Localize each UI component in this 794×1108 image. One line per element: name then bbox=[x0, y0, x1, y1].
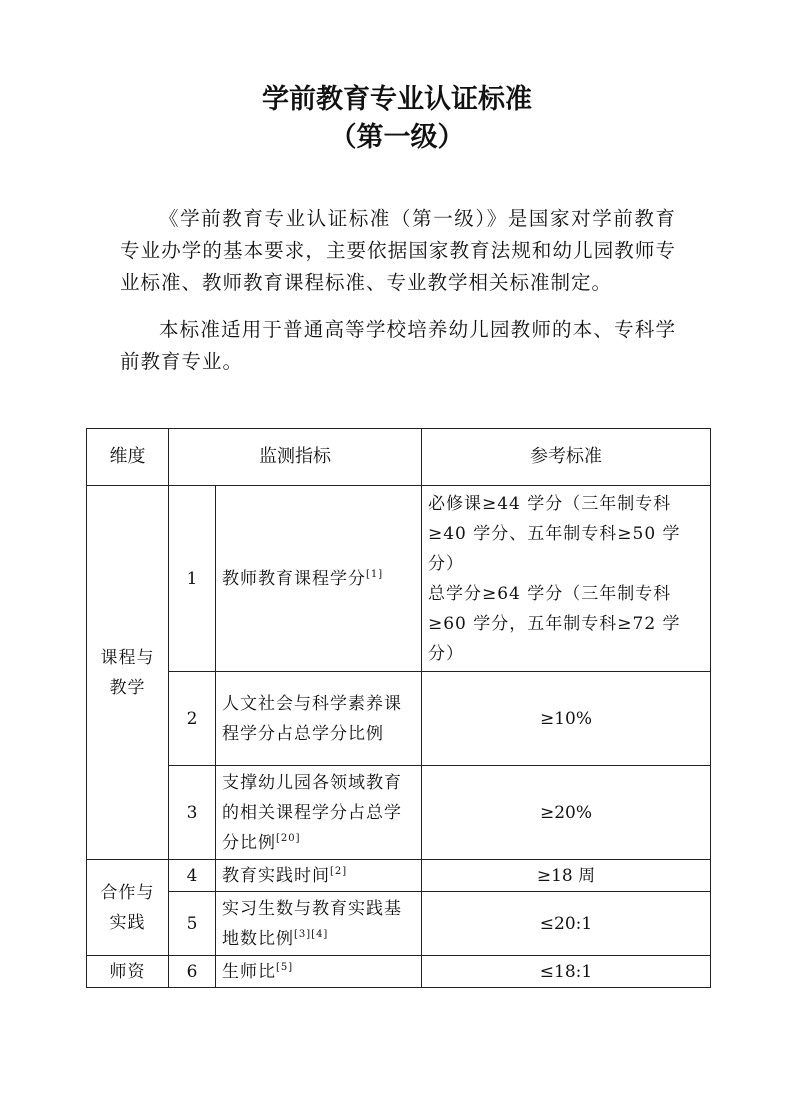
row-number: 3 bbox=[169, 766, 216, 860]
table-row bbox=[87, 956, 711, 988]
footnote-ref: [5] bbox=[276, 961, 294, 973]
indicator-text: 支撑幼儿园各领域教育的相关课程学分占总学分比例 bbox=[222, 772, 402, 853]
header-dimension: 维度 bbox=[87, 429, 169, 486]
row-number: 6 bbox=[169, 956, 216, 988]
footnote-ref: [20] bbox=[276, 832, 301, 844]
indicator-text: 生师比 bbox=[222, 961, 276, 982]
standard-cell: ≤18:1 bbox=[422, 956, 711, 988]
indicator-text: 人文社会与科学素养课程学分占总学分比例 bbox=[222, 693, 402, 744]
indicator-cell bbox=[216, 860, 422, 892]
indicator-cell bbox=[216, 766, 422, 860]
header-indicator: 监测指标 bbox=[169, 429, 422, 486]
standard-line: 必修课≥44 学分（三年制专科≥40 学分、五年制专科≥50 学分） bbox=[428, 493, 681, 574]
standard-line: 总学分≥64 学分（三年制专科≥60 学分，五年制专科≥72 学分） bbox=[428, 583, 681, 664]
standard-cell: ≥10% bbox=[422, 672, 711, 766]
indicator-text: 教育实践时间 bbox=[222, 865, 330, 886]
table-row bbox=[87, 766, 711, 860]
document-title: 学前教育专业认证标准 bbox=[262, 84, 532, 115]
indicator-cell bbox=[216, 956, 422, 988]
standard-cell: ≤20:1 bbox=[422, 892, 711, 956]
indicator-text: 实习生数与教育实践基地数比例 bbox=[222, 898, 402, 949]
document-subtitle: （第一级） bbox=[329, 122, 465, 153]
dimension-cell: 合作与实践 bbox=[87, 860, 169, 956]
standards-table bbox=[86, 428, 711, 988]
row-number: 1 bbox=[169, 486, 216, 672]
dimension-cell: 课程与教学 bbox=[87, 486, 169, 860]
indicator-cell bbox=[216, 672, 422, 766]
row-number: 2 bbox=[169, 672, 216, 766]
table-row bbox=[87, 860, 711, 892]
table-row bbox=[87, 892, 711, 956]
row-number: 5 bbox=[169, 892, 216, 956]
table-header-row bbox=[87, 429, 711, 486]
header-standard: 参考标准 bbox=[422, 429, 711, 486]
standard-cell bbox=[422, 486, 711, 672]
indicator-text: 教师教育课程学分 bbox=[222, 568, 366, 589]
indicator-cell bbox=[216, 486, 422, 672]
table-row bbox=[87, 672, 711, 766]
footnote-ref: [2] bbox=[330, 865, 348, 877]
row-number: 4 bbox=[169, 860, 216, 892]
dimension-cell: 师资 bbox=[87, 956, 169, 988]
standard-cell: ≥18 周 bbox=[422, 860, 711, 892]
footnote-ref: [1] bbox=[366, 568, 384, 580]
footnote-ref: [3][4] bbox=[294, 928, 329, 940]
scope-paragraph: 本标准适用于普通高等学校培养幼儿园教师的本、专科学前教育专业。 bbox=[120, 318, 676, 373]
table-row bbox=[87, 486, 711, 672]
intro-paragraph: 《学前教育专业认证标准（第一级）》是国家对学前教育专业办学的基本要求，主要依据国家教育法规和幼儿园教师专业标准、教师教育课程标准、专业教学相关标准制定。 bbox=[120, 207, 676, 294]
standard-cell: ≥20% bbox=[422, 766, 711, 860]
indicator-cell bbox=[216, 892, 422, 956]
